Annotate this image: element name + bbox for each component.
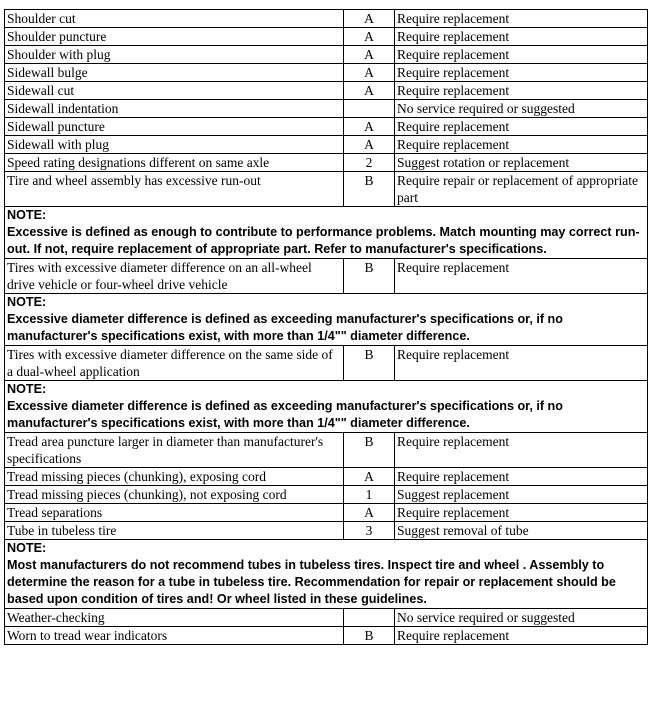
- note-cell: [5, 207, 648, 259]
- table-row: [5, 609, 648, 627]
- table-row: [5, 154, 648, 172]
- code-cell: A: [344, 28, 395, 46]
- note-title: NOTE:: [7, 208, 47, 222]
- action-cell: Require replacement: [395, 82, 648, 100]
- action-cell: Require replacement: [395, 259, 648, 294]
- code-cell: 1: [344, 486, 395, 504]
- note-text: Most manufacturers do not recommend tubes in tubeless tires. Inspect tire and wheel . Assembly to determine the reason for a tube in tubeless tire. Recommendation for repair or replacement should be based upon condition of tires and! Or wheel listed in these guidelines.: [7, 558, 616, 606]
- code-cell: A: [344, 46, 395, 64]
- action-cell: Require replacement: [395, 10, 648, 28]
- condition-cell: Tread missing pieces (chunking), exposing cord: [5, 468, 344, 486]
- condition-cell: Speed rating designations different on same axle: [5, 154, 344, 172]
- note-row: [5, 540, 648, 609]
- condition-cell: Sidewall puncture: [5, 118, 344, 136]
- action-cell: Require replacement: [395, 46, 648, 64]
- tire-service-guidelines-table: [4, 9, 648, 645]
- table-row: [5, 82, 648, 100]
- code-cell: A: [344, 10, 395, 28]
- action-cell: Require replacement: [395, 433, 648, 468]
- code-cell: B: [344, 346, 395, 381]
- action-cell: Require replacement: [395, 468, 648, 486]
- table-body: [5, 10, 648, 645]
- code-cell: 3: [344, 522, 395, 540]
- table-row: [5, 468, 648, 486]
- code-cell: A: [344, 82, 395, 100]
- table-row: [5, 64, 648, 82]
- condition-cell: Tread area puncture larger in diameter than manufacturer's specifications: [5, 433, 344, 468]
- action-cell: Require replacement: [395, 504, 648, 522]
- condition-cell: Tires with excessive diameter difference on an all-wheel drive vehicle or four-wheel drive vehicle: [5, 259, 344, 294]
- note-text: Excessive diameter difference is defined as exceeding manufacturer's specifications or, if no manufacturer's specifications exist, with more than 1/4"" diameter difference.: [7, 399, 563, 430]
- action-cell: Require replacement: [395, 118, 648, 136]
- condition-cell: Shoulder puncture: [5, 28, 344, 46]
- note-title: NOTE:: [7, 382, 47, 396]
- code-cell: A: [344, 64, 395, 82]
- condition-cell: Tread missing pieces (chunking), not exposing cord: [5, 486, 344, 504]
- table-row: [5, 486, 648, 504]
- action-cell: Require replacement: [395, 64, 648, 82]
- note-title: NOTE:: [7, 541, 47, 555]
- code-cell: A: [344, 504, 395, 522]
- code-cell: [344, 100, 395, 118]
- condition-cell: Tire and wheel assembly has excessive run-out: [5, 172, 344, 207]
- table-row: [5, 118, 648, 136]
- note-cell: [5, 381, 648, 433]
- code-cell: B: [344, 627, 395, 645]
- table-row: [5, 100, 648, 118]
- action-cell: Require replacement: [395, 627, 648, 645]
- table-row: [5, 522, 648, 540]
- condition-cell: Weather-checking: [5, 609, 344, 627]
- code-cell: A: [344, 118, 395, 136]
- table-row: [5, 259, 648, 294]
- condition-cell: Sidewall with plug: [5, 136, 344, 154]
- condition-cell: Tread separations: [5, 504, 344, 522]
- action-cell: Require replacement: [395, 28, 648, 46]
- table-row: [5, 627, 648, 645]
- note-title: NOTE:: [7, 295, 47, 309]
- note-cell: [5, 294, 648, 346]
- note-row: [5, 381, 648, 433]
- code-cell: B: [344, 172, 395, 207]
- note-text: Excessive diameter difference is defined as exceeding manufacturer's specifications or, if no manufacturer's specifications exist, with more than 1/4"" diameter difference.: [7, 312, 563, 343]
- action-cell: Require repair or replacement of appropriate part: [395, 172, 648, 207]
- table-row: [5, 504, 648, 522]
- condition-cell: Tires with excessive diameter difference on the same side of a dual-wheel application: [5, 346, 344, 381]
- action-cell: Suggest removal of tube: [395, 522, 648, 540]
- note-cell: [5, 540, 648, 609]
- action-cell: Suggest replacement: [395, 486, 648, 504]
- condition-cell: Tube in tubeless tire: [5, 522, 344, 540]
- code-cell: [344, 609, 395, 627]
- table-row: [5, 433, 648, 468]
- action-cell: Require replacement: [395, 136, 648, 154]
- table-row: [5, 10, 648, 28]
- condition-cell: Sidewall cut: [5, 82, 344, 100]
- table-row: [5, 346, 648, 381]
- table-row: [5, 46, 648, 64]
- code-cell: 2: [344, 154, 395, 172]
- code-cell: B: [344, 433, 395, 468]
- code-cell: A: [344, 468, 395, 486]
- condition-cell: Shoulder with plug: [5, 46, 344, 64]
- condition-cell: Shoulder cut: [5, 10, 344, 28]
- action-cell: No service required or suggested: [395, 609, 648, 627]
- action-cell: No service required or suggested: [395, 100, 648, 118]
- condition-cell: Worn to tread wear indicators: [5, 627, 344, 645]
- note-text: Excessive is defined as enough to contribute to performance problems. Match mounting may correct run-out. If not, require replacement of appropriate part. Refer to manufacturer's specifications.: [7, 225, 640, 256]
- condition-cell: Sidewall bulge: [5, 64, 344, 82]
- code-cell: A: [344, 136, 395, 154]
- condition-cell: Sidewall indentation: [5, 100, 344, 118]
- code-cell: B: [344, 259, 395, 294]
- table-row: [5, 172, 648, 207]
- action-cell: Require replacement: [395, 346, 648, 381]
- note-row: [5, 207, 648, 259]
- action-cell: Suggest rotation or replacement: [395, 154, 648, 172]
- note-row: [5, 294, 648, 346]
- table-row: [5, 136, 648, 154]
- table-row: [5, 28, 648, 46]
